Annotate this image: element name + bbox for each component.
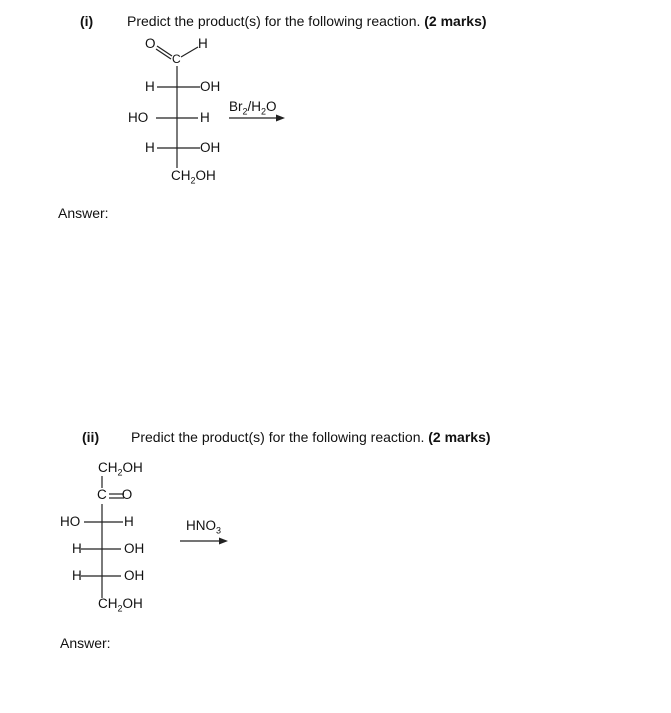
c3-right-group: H — [124, 514, 134, 529]
reagent-2: $HNO_3$ — [186, 518, 222, 536]
c4-right-group: OH — [124, 541, 145, 556]
question-2-marks: (2 marks) — [428, 429, 491, 445]
question-1-number: (i) — [80, 13, 94, 29]
question-2-prompt-text: Predict the product(s) for the following reaction. — [131, 429, 425, 445]
question-1-prompt-text: Predict the product(s) for the following reaction. — [127, 13, 421, 29]
answer-1-label: Answer: — [58, 205, 109, 221]
question-2-number: (ii) — [82, 429, 100, 445]
c4-right-group: OH — [200, 140, 221, 155]
c3-left-group: HO — [128, 110, 149, 125]
reagent-1: $Br_2/H_2O$ — [229, 99, 277, 117]
question-1-marks: (2 marks) — [424, 13, 487, 29]
c2-right-group: OH — [200, 79, 221, 94]
c4-left-group: H — [145, 140, 155, 155]
aldehyde-hydrogen: H — [198, 36, 208, 51]
c2-left-group: H — [145, 79, 155, 94]
c5-right-group: OH — [124, 568, 145, 583]
aldehyde-carbon: C — [172, 52, 181, 66]
c2-ketone: C O — [97, 487, 133, 502]
c1-ch2oh: $CH_2OH$ — [98, 460, 143, 478]
c4-left-group: H — [72, 541, 82, 556]
answer-2-label: Answer: — [60, 635, 111, 651]
c3-left-group: HO — [60, 514, 81, 529]
c5-ch2oh: $CH_2OH$ — [171, 168, 216, 186]
c6-ch2oh: $CH_2OH$ — [98, 596, 143, 614]
answer-2-area[interactable] — [60, 658, 620, 708]
aldehyde-oxygen: O — [145, 36, 156, 51]
c5-left-group: H — [72, 568, 82, 583]
c3-right-group: H — [200, 110, 210, 125]
